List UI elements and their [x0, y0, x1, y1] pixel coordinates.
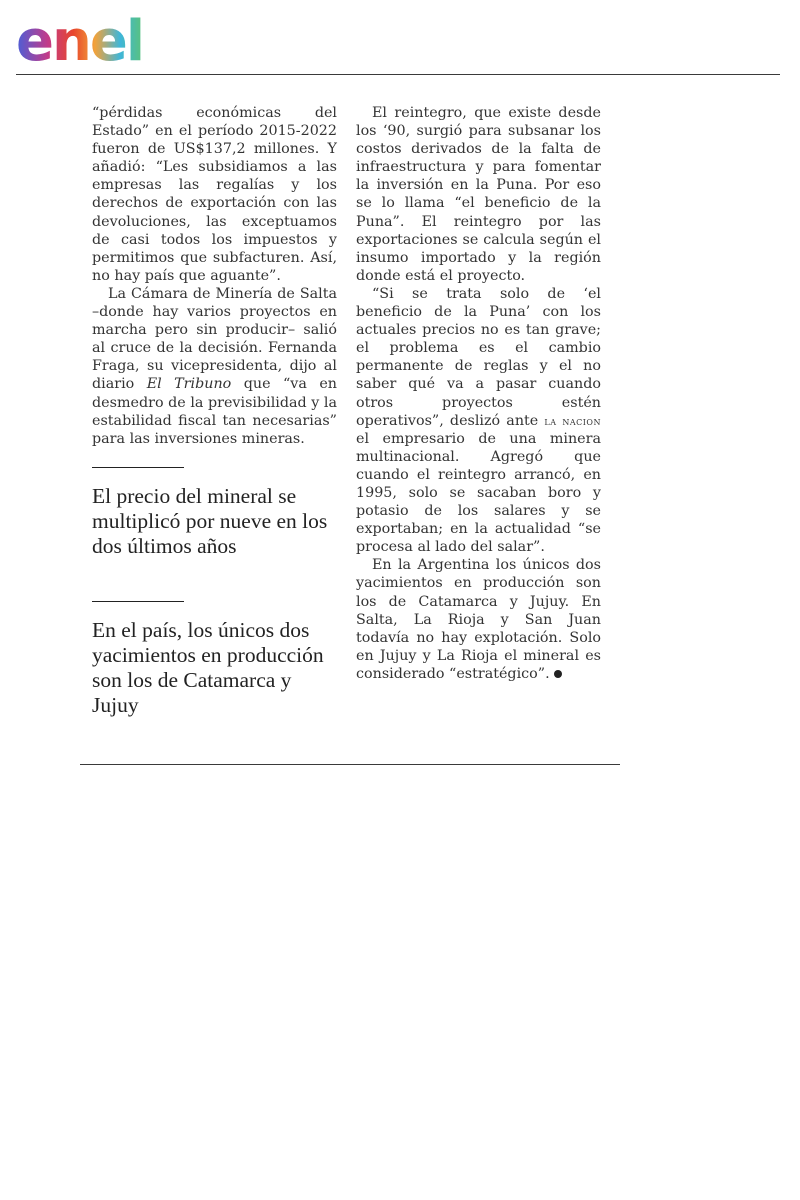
newspaper-name: El Tribuno: [146, 376, 232, 393]
header-divider: [16, 74, 780, 75]
pullquote-rule: [92, 601, 184, 602]
left-paragraph-2: [92, 285, 337, 448]
left-p2-text-b: que “va en desmedro de la previsibilidad y la estabilidad fiscal tan necesarias” para las inversiones mineras.: [92, 376, 337, 447]
footer-divider: [80, 764, 620, 765]
article-right-column: [356, 104, 601, 683]
right-p2-text-a: “Si se trata solo de ‘el beneficio de la Puna’ con los actuales precios no es tan grave; el problema es el cambio permanente de reglas y el no saber qué va a pasar cuando otros proyectos estén operativos”, deslizó ante: [356, 285, 601, 429]
pullquote-2: En el país, los únicos dos yacimientos en producción son los de Catamarca y Jujuy: [92, 618, 324, 717]
pullquote-block-2: [92, 581, 332, 718]
logo-text: enel: [16, 14, 144, 68]
left-p2-text-a: La Cámara de Minería de Salta –donde hay varios proyectos en marcha pero sin producir– salió al cruce de la decisión. Fernanda Fraga, su vicepresidenta, dijo al diario: [92, 285, 337, 393]
article-left-column: [92, 104, 337, 448]
right-paragraph-2: [356, 285, 601, 556]
enel-logo: [16, 14, 172, 68]
right-p2-text-b: el empresario de una minera multinacional. Agregó que cuando el reintegro arrancó, en 1995, solo se sacaban boro y potasio de los salares y se exportaban; en la actualidad “se procesa al lado del salar”.: [356, 430, 601, 556]
right-p3-text: En la Argentina los únicos dos yacimientos en producción son los de Catamarca y Jujuy. En Salta, La Rioja y San Juan todavía no hay explotación. Solo en Jujuy y La Rioja el mineral es considerado “estratégico”.: [356, 557, 601, 682]
right-paragraph-3: [356, 556, 601, 683]
publication-name: la nacion: [544, 413, 601, 428]
end-of-article-icon: [554, 670, 562, 678]
pullquote-block-1: [92, 447, 332, 559]
right-paragraph-1: El reintegro, que existe desde los ‘90, surgió para subsanar los costos derivados de la falta de infraestructura y para fomentar la inversión en la Puna. Por eso se lo llama “el beneficio de la Puna”. El reintegro por las exportaciones se calcula según el insumo importado y la región donde está el proyecto.: [356, 105, 601, 284]
pullquote-1: El precio del mineral se multiplicó por nueve en los dos últimos años: [92, 484, 328, 558]
pullquote-rule: [92, 467, 184, 468]
left-paragraph-1: “pérdidas económicas del Estado” en el período 2015-2022 fueron de US$137,2 millones. Y añadió: “Les subsidiamos a las empresas las regalías y los derechos de exportación con las devoluciones, las exceptuamos de casi todos los impuestos y permitimos que subfacturen. Así, no hay país que aguante”.: [92, 105, 337, 284]
